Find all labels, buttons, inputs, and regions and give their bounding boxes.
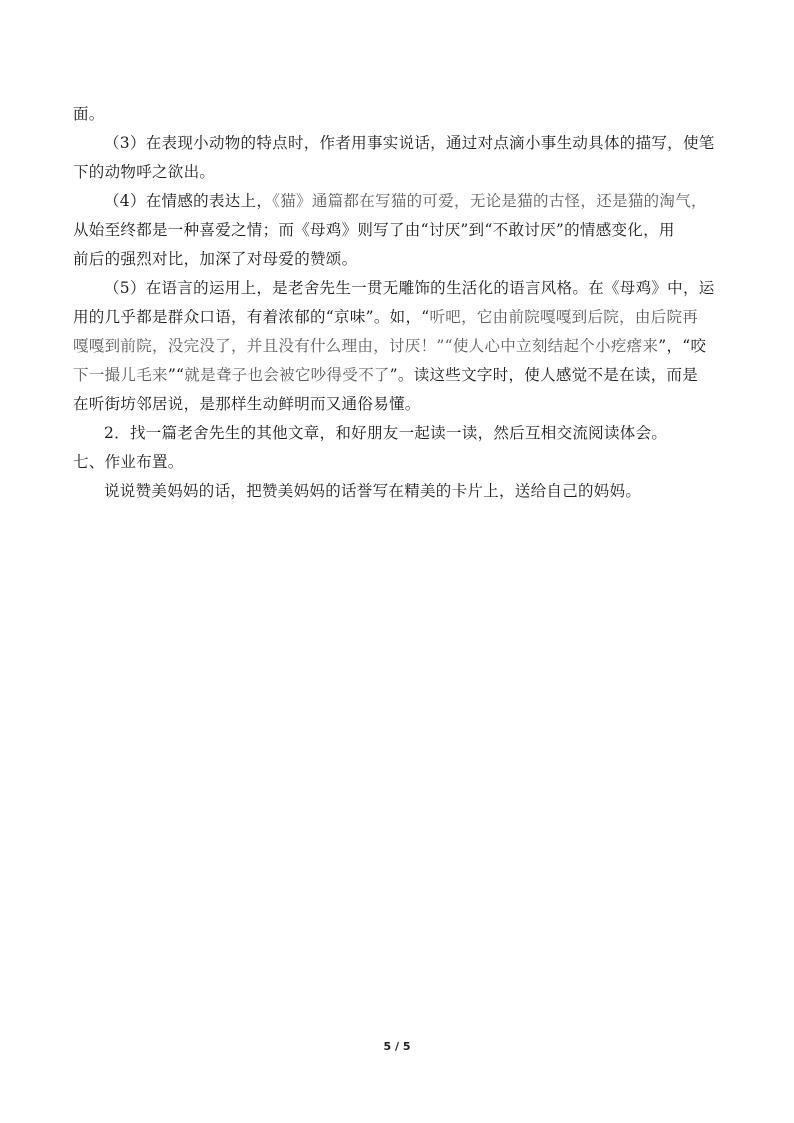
paragraph-line: 面。 [73, 105, 105, 123]
paragraph-line: 从始至终都是一种喜爱之情；而《母鸡》则写了由“讨厌”到“不敢讨厌”的情感变化，用 [73, 221, 675, 239]
paragraph-line: 下的动物呼之欲出。 [73, 163, 216, 181]
quoted-text: 《猫》通篇都在写猫的可爱，无论是猫的古怪，还是猫的淘气， [272, 192, 707, 210]
text-run: 用的几乎都是群众口语，有着浓郁的“京味”。如，“ [73, 308, 430, 326]
paragraph-line [73, 187, 733, 216]
paragraph-line: 在听街坊邻居说，是那样生动鲜明而又通俗易懂。 [73, 395, 421, 413]
page-number: 5 / 5 [383, 1040, 411, 1053]
quoted-text: 就是聋子也会被它吵得受不了 [184, 366, 390, 384]
section-heading: 七、作业布置。 [73, 453, 184, 471]
quoted-text: 嘎嘎到前院，没完没了，并且没有什么理由，讨厌！”“ [73, 337, 453, 355]
text-run: （4）在情感的表达上， [104, 192, 273, 210]
paragraph-line [73, 361, 733, 390]
document-body [73, 100, 733, 506]
quoted-text: 下一撮儿毛来 [73, 366, 168, 384]
paragraph-line: 说说赞美妈妈的话，把赞美妈妈的话誉写在精美的卡片上，送给自己的妈妈。 [104, 482, 642, 500]
text-run: ”，“咬 [658, 337, 707, 355]
quoted-text: 听吧，它由前院嘎嘎到后院，由后院再 [429, 308, 699, 326]
paragraph-line [73, 303, 733, 332]
text-run: ”“ [167, 366, 185, 384]
paragraph-line [73, 332, 733, 361]
paragraph-line: （5）在语言的运用上，是老舍先生一贯无雕饰的生活化的语言风格。在《母鸡》中，运 [104, 279, 715, 297]
paragraph-line: （3）在表现小动物的特点时，作者用事实说话，通过对点滴小事生动具体的描写，使笔 [104, 134, 715, 152]
text-run: ”。读这些文字时，使人感觉不是在读，而是 [389, 366, 699, 384]
paragraph-line: 2．找一篇老舍先生的其他文章，和好朋友一起读一读，然后互相交流阅读体会。 [104, 424, 668, 442]
quoted-text: 使人心中立刻结起个小疙瘩来 [452, 337, 659, 355]
paragraph-line: 前后的强烈对比，加深了对母爱的赞颂。 [73, 250, 358, 268]
